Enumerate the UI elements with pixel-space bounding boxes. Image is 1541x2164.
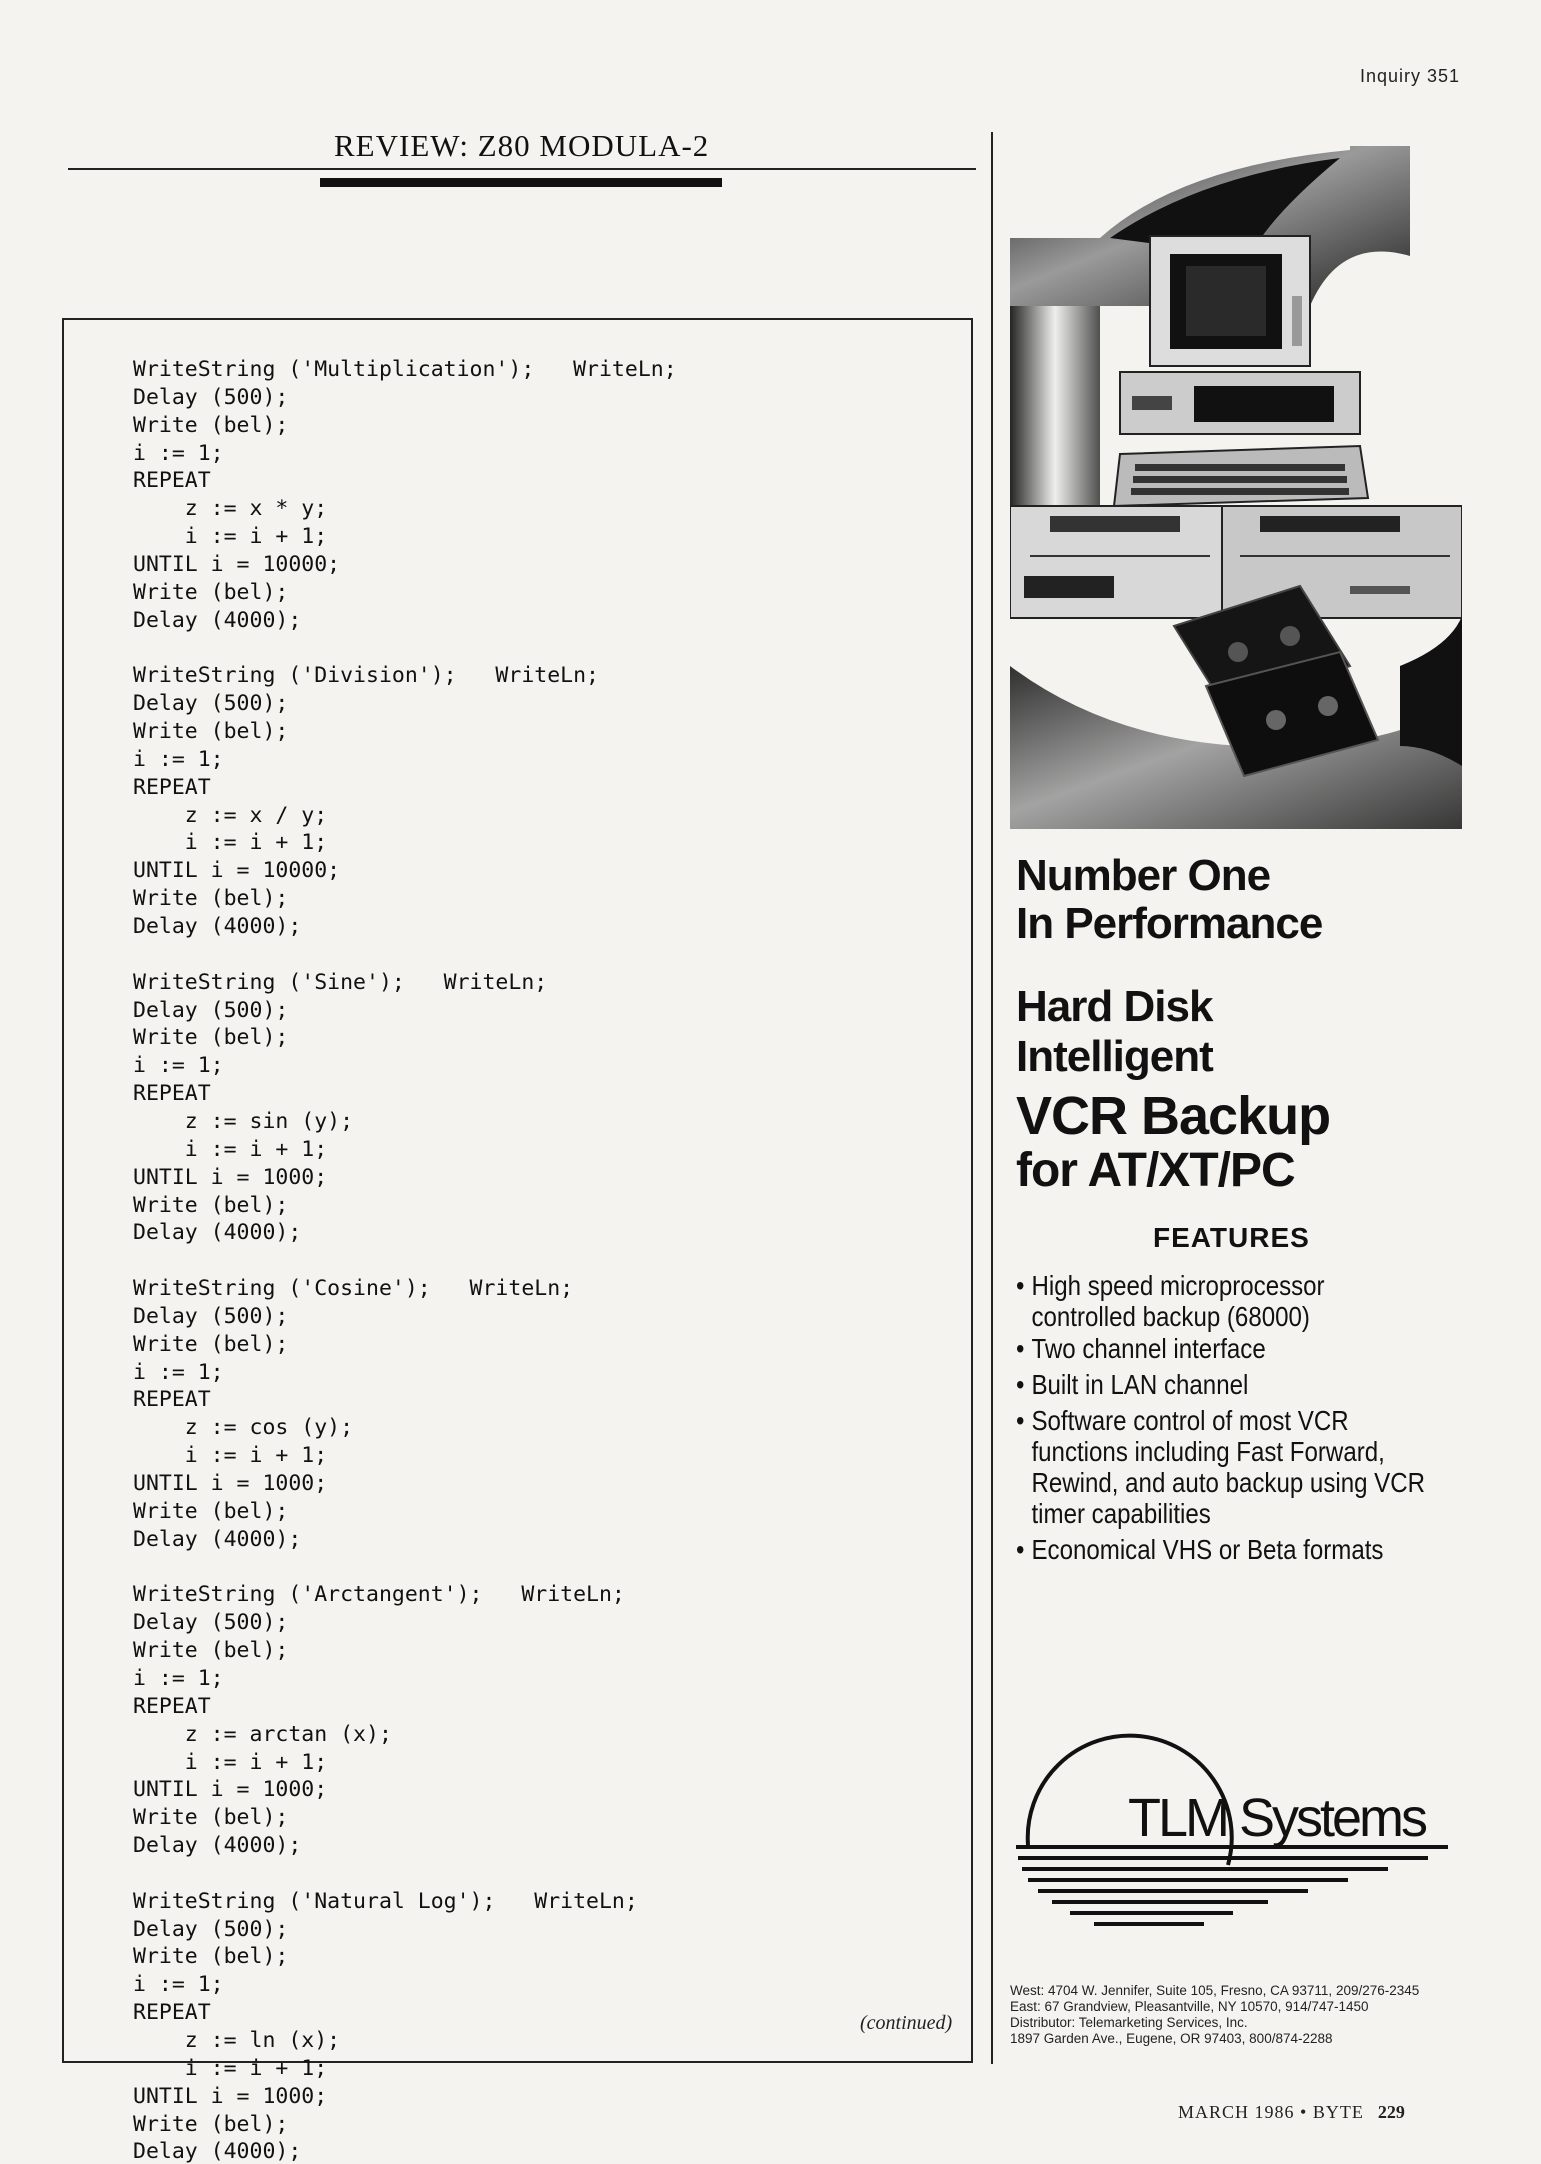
bullet-icon: • [1016,1369,1025,1400]
headline-platforms: for AT/XT/PC [1016,1144,1295,1197]
code-line: Write (bel); [133,719,289,745]
code-line: REPEAT [133,774,211,800]
code-line: i := 1; [133,1359,224,1385]
code-line: Write (bel); [133,1498,289,1524]
code-line: Delay (4000); [133,1220,302,1246]
code-line: Delay (4000); [133,1833,302,1859]
feature-item [1016,1405,1425,1529]
feature-line: • Software control of most VCR [1016,1405,1349,1436]
code-line: Write (bel); [133,1944,289,1970]
feature-item [1016,1534,1383,1565]
code-line: i := 1; [133,1665,224,1691]
title-rule-thin [68,168,976,170]
code-line: i := 1; [133,1053,224,1079]
code-line: i := i + 1; [133,830,328,856]
tlm-systems-logo [1008,1725,1454,1935]
code-line: REPEAT [133,1081,211,1107]
headline-line: In Performance [1016,899,1323,948]
page-footer [1178,2102,1405,2123]
feature-line: Rewind, and auto backup using VCR [1031,1467,1426,1498]
feature-line: timer capabilities [1031,1498,1211,1529]
code-line: Write (bel); [133,1331,289,1357]
column-divider [991,132,993,2064]
code-line: Write (bel); [133,1025,289,1051]
title-rule-thick [320,178,722,187]
page-number: 229 [1377,2102,1405,2122]
code-line: i := i + 1; [133,1443,328,1469]
bullet-icon: • [1016,1333,1025,1364]
headline-number-one [1016,852,1322,948]
code-line: Delay (4000); [133,914,302,939]
code-line: REPEAT [133,2000,211,2026]
code-line: WriteString ('Multiplication'); WriteLn; [133,357,677,382]
code-line: UNTIL i = 1000; [133,2083,328,2109]
feature-line: • Built in LAN channel [1016,1369,1249,1400]
code-line: i := i + 1; [133,524,328,550]
feature-item [1016,1333,1266,1364]
code-line: Write (bel); [133,579,289,605]
code-line: Delay (4000); [133,607,302,633]
code-line: i := i + 1; [133,2055,328,2081]
code-line: i := i + 1; [133,1136,328,1162]
address-line: West: 4704 W. Jennifer, Suite 105, Fresno, CA 93711, 209/276-2345 [1010,1983,1420,1998]
code-line: z := arctan (x); [133,1721,392,1747]
code-line: z := cos (y); [133,1415,354,1441]
code-line: i := 1; [133,1972,224,1998]
address-line: 1897 Garden Ave., Eugene, OR 97403, 800/874-2288 [1010,2031,1333,2046]
code-line: WriteString ('Sine'); WriteLn; [133,969,548,995]
feature-item [1016,1270,1325,1332]
code-line: Delay (500); [133,384,289,410]
code-line: UNTIL i = 1000; [133,1777,328,1803]
code-line: z := sin (y); [133,1108,354,1134]
logo-text: TLM Systems [1128,1788,1426,1848]
code-line: REPEAT [133,1693,211,1719]
code-line: Delay (500); [133,1610,289,1636]
headline-line: Hard Disk [1016,982,1213,1031]
headline-vcr-backup: VCR Backup [1016,1086,1331,1146]
code-line: Delay (500); [133,1916,289,1942]
feature-line: functions including Fast Forward, [1031,1436,1385,1467]
code-line: z := x * y; [133,496,328,522]
code-line: Delay (500); [133,1303,289,1329]
code-line: UNTIL i = 10000; [133,551,341,577]
continued-note: (continued) [860,2012,953,2034]
code-line: z := ln (x); [133,2028,341,2053]
headline-line: Intelligent [1016,1032,1213,1081]
feature-line: • High speed microprocessor [1016,1270,1325,1301]
bullet-icon: • [1016,1270,1025,1301]
code-line: Write (bel); [133,2111,289,2137]
code-line: i := i + 1; [133,1749,328,1775]
feature-item [1016,1369,1248,1400]
code-line: i := 1; [133,440,224,466]
code-line: UNTIL i = 1000; [133,1164,328,1190]
code-line: Delay (500); [133,997,289,1023]
feature-line: • Economical VHS or Beta formats [1016,1534,1384,1565]
headline-hard-disk [1016,982,1213,1082]
footer-date: MARCH 1986 • BYTE [1178,2102,1364,2122]
code-line: z := x / y; [133,802,328,828]
code-line: Write (bel); [133,1192,289,1218]
code-line: Delay (4000); [133,1526,302,1552]
code-line: i := 1; [133,746,224,772]
headline-line: Number One [1016,851,1271,900]
code-line: UNTIL i = 1000; [133,1471,328,1496]
feature-line: • Two channel interface [1016,1333,1266,1364]
ad-photo [1010,146,1462,829]
code-line: WriteString ('Cosine'); WriteLn; [133,1276,574,1302]
code-line: REPEAT [133,1387,211,1413]
address-line: Distributor: Telemarketing Services, Inc. [1010,2015,1248,2030]
inquiry-number: Inquiry 351 [1360,66,1461,86]
code-line: Write (bel); [133,1805,289,1831]
code-line: WriteString ('Natural Log'); WriteLn; [133,1888,638,1914]
address-line: East: 67 Grandview, Pleasantville, NY 10570, 914/747-1450 [1010,1999,1369,2014]
code-line: WriteString ('Arctangent'); WriteLn; [133,1582,625,1608]
section-title: REVIEW: Z80 MODULA-2 [334,128,710,163]
code-line: Delay (500); [133,691,289,717]
features-title: FEATURES [1153,1222,1310,1253]
feature-line: controlled backup (68000) [1031,1301,1310,1332]
code-line: Write (bel); [133,412,289,438]
bullet-icon: • [1016,1534,1025,1565]
code-line: Delay (4000); [133,2139,302,2164]
code-line: Write (bel); [133,1638,289,1664]
code-line: UNTIL i = 10000; [133,858,341,884]
code-line: WriteString ('Division'); WriteLn; [133,663,599,689]
bullet-icon: • [1016,1405,1025,1436]
code-line: REPEAT [133,468,211,494]
code-line: Write (bel); [133,886,289,912]
